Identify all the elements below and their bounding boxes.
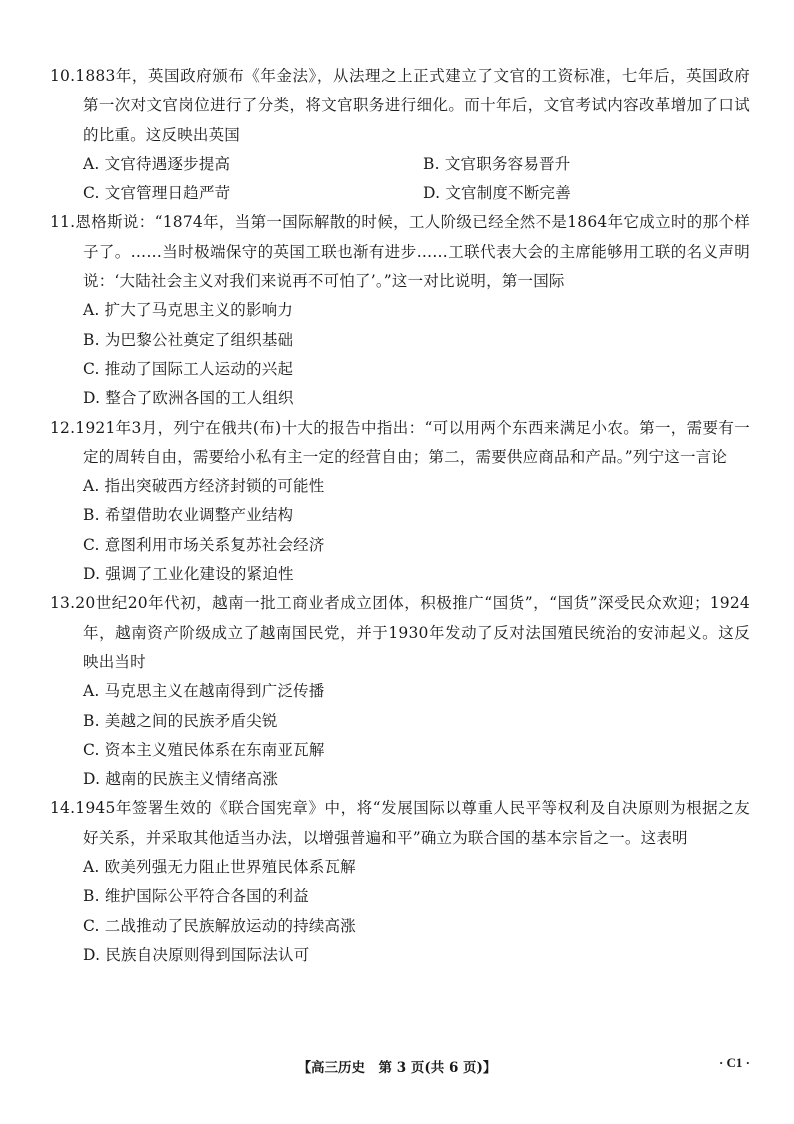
option-b[interactable]: B. 维护国际公平符合各国的利益 — [83, 887, 309, 906]
question-11 — [50, 208, 750, 413]
option-a[interactable]: A. 文官待遇逐步提高 — [83, 154, 231, 173]
question-number: 12. — [50, 418, 76, 437]
option-list — [50, 150, 750, 209]
question-14 — [50, 794, 750, 970]
question-10 — [50, 62, 750, 208]
option-a[interactable]: A. 指出突破西方经济封锁的可能性 — [83, 477, 325, 496]
option-a[interactable]: A. 马克思主义在越南得到广泛传播 — [83, 682, 325, 701]
option-b[interactable]: B. 希望借助农业调整产业结构 — [83, 506, 294, 525]
question-stem — [50, 414, 750, 473]
question-text: 20世纪20年代初，越南一批工商业者成立团体，积极推广“国货”，“国货”深受民众欢迎；1924年，越南资产阶级成立了越南国民党，并于1930年发动了反对法国殖民统治的安沛起义。这反映出当时 — [75, 594, 750, 671]
option-list — [50, 677, 750, 794]
option-a[interactable]: A. 扩大了马克思主义的影响力 — [83, 301, 294, 320]
question-number: 10. — [50, 67, 76, 85]
question-text: 恩格斯说：“1874年，当第一国际解散的时候，工人阶级已经全然不是1864年它成立时的那个样子了。……当时极端保守的英国工联也渐有进步……工联代表大会的主席能够用工联的名义声明说：‘大陆社会主义对我们来说再不可怕了’。”这一对比说明，第一国际 — [75, 213, 750, 291]
question-stem — [50, 589, 750, 677]
question-13 — [50, 589, 750, 794]
option-d[interactable]: D. 强调了工业化建设的紧迫性 — [83, 565, 294, 584]
option-list — [50, 296, 750, 413]
option-d[interactable]: D. 越南的民族主义情绪高涨 — [83, 770, 279, 789]
question-text: 1921年3月，列宁在俄共(布)十大的报告中指出：“可以用两个东西来满足小农。第一，需要有一定的周转自由，需要给小私有主一定的经营自由；第二，需要供应商品和产品。”列宁这一言论 — [75, 418, 750, 466]
question-stem — [50, 208, 750, 296]
paper-code: · C1 · — [718, 1055, 750, 1070]
option-b[interactable]: B. 美越之间的民族矛盾尖锐 — [83, 711, 278, 730]
question-stem — [50, 794, 750, 853]
option-c[interactable]: C. 意图利用市场关系复苏社会经济 — [83, 535, 325, 554]
question-list — [50, 62, 750, 970]
question-number: 13. — [50, 594, 76, 613]
question-text: 1945年签署生效的《联合国宪章》中，将“发展国际以尊重人民平等权利及自决原则为根据之友好关系，并采取其他适当办法，以增强普遍和平”确立为联合国的基本宗旨之一。这表明 — [75, 799, 750, 847]
option-c[interactable]: C. 文官管理日趋严苛 — [83, 184, 231, 203]
option-b[interactable]: B. 为巴黎公社奠定了组织基础 — [83, 330, 294, 349]
question-stem — [50, 62, 750, 150]
option-c[interactable]: C. 资本主义殖民体系在东南亚瓦解 — [83, 740, 325, 759]
option-a[interactable]: A. 欧美列强无力阻止世界殖民体系瓦解 — [83, 858, 356, 877]
question-number: 14. — [50, 799, 76, 818]
question-number: 11. — [50, 213, 76, 232]
option-c[interactable]: C. 推动了国际工人运动的兴起 — [83, 359, 294, 378]
option-d[interactable]: D. 民族自决原则得到国际法认可 — [83, 945, 310, 964]
option-c[interactable]: C. 二战推动了民族解放运动的持续高涨 — [83, 916, 356, 935]
option-b[interactable]: B. 文官职务容易晋升 — [423, 154, 571, 173]
option-list — [50, 472, 750, 589]
option-list — [50, 853, 750, 970]
option-d[interactable]: D. 文官制度不断完善 — [423, 184, 571, 203]
question-12 — [50, 414, 750, 590]
option-d[interactable]: D. 整合了欧洲各国的工人组织 — [83, 389, 294, 408]
question-text: 1883年，英国政府颁布《年金法》，从法理之上正式建立了文官的工资标准，七年后，英国政府第一次对文官岗位进行了分类，将文官职务进行细化。而十年后，文官考试内容改革增加了口试的比重。这反映出英国 — [75, 67, 750, 144]
page-footer: 【高三历史 第 3 页(共 6 页)】 — [297, 1060, 497, 1076]
